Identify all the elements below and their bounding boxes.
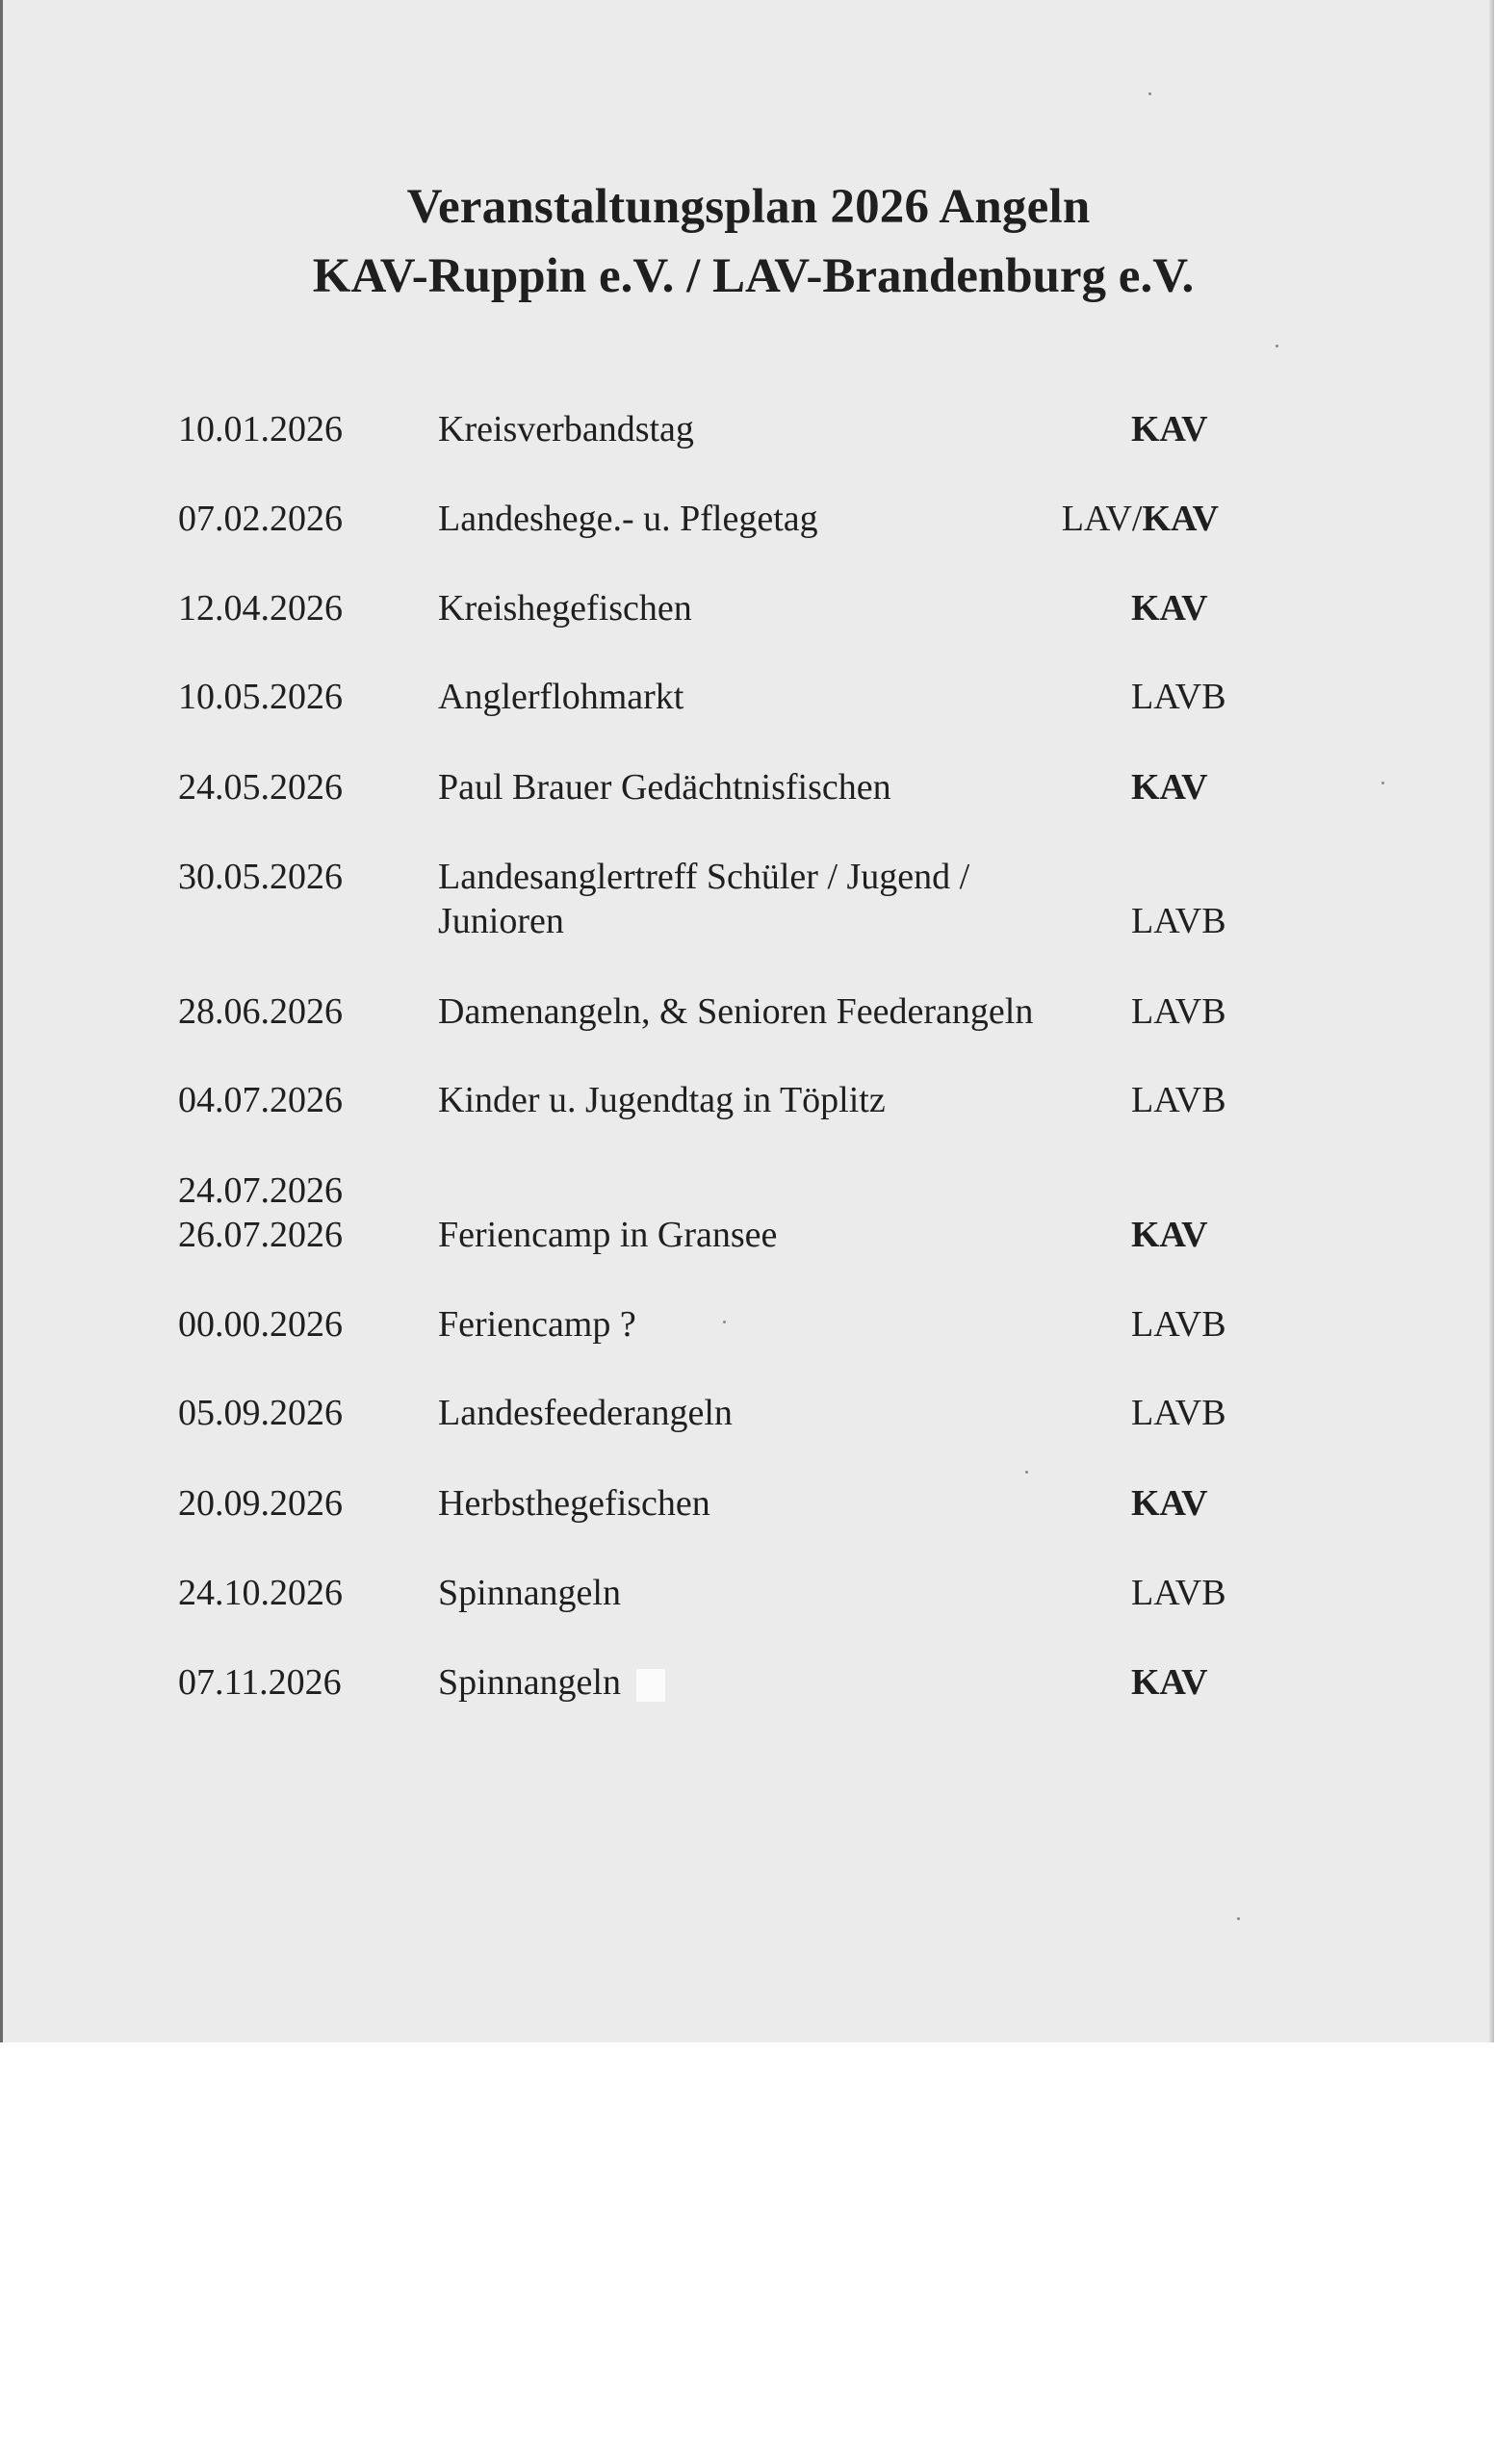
event-name: Damenangeln, & Senioren Feederangeln: [438, 991, 1034, 1032]
event-name: Feriencamp ?: [438, 1304, 636, 1345]
event-name: Anglerflohmarkt: [438, 677, 684, 717]
scan-speck: [723, 1321, 726, 1323]
event-date: 12.04.2026: [178, 588, 343, 629]
scan-speck: [1025, 1471, 1028, 1474]
event-row: [3, 765, 1494, 842]
event-organizer: KAV: [1131, 767, 1208, 808]
event-organizer: LAVB: [1131, 991, 1226, 1032]
event-organizer: LAVB: [1131, 677, 1226, 717]
event-date: 00.00.2026: [178, 1304, 343, 1345]
event-row: [3, 1571, 1494, 1648]
event-row: [3, 1078, 1494, 1155]
event-date: 07.11.2026: [178, 1662, 342, 1703]
event-name: Landesanglertreff Schüler / Jugend / Junioren: [438, 857, 970, 941]
organizer-main: KAV: [1142, 499, 1219, 539]
redaction-mark: [636, 1669, 665, 1702]
event-organizer: LAVB: [1131, 1304, 1226, 1345]
event-name: Spinnangeln: [438, 1573, 621, 1613]
event-name: Kreisverbandstag: [438, 409, 694, 449]
event-name: Landesfeederangeln: [438, 1393, 733, 1433]
event-date: 30.05.2026: [178, 857, 343, 897]
event-name: Feriencamp in Gransee: [438, 1215, 778, 1255]
event-organizer: LAVB: [1131, 1573, 1226, 1613]
event-organizer: LAVB: [1131, 1393, 1226, 1433]
event-organizer: KAV: [1131, 588, 1208, 629]
event-row: [3, 1660, 1494, 1737]
scan-speck: [1237, 1917, 1240, 1920]
event-date: 24.07.2026: [178, 1170, 343, 1211]
subtitle-kav: KAV-Ruppin e.V.: [312, 249, 675, 303]
event-name: Kinder u. Jugendtag in Töplitz: [438, 1080, 886, 1120]
page-subtitle: [13, 249, 1494, 303]
event-row: [3, 407, 1494, 484]
page-title: Veranstaltungsplan 2026 Angeln: [406, 180, 1091, 234]
event-name: Landeshege.- u. Pflegetag: [438, 499, 818, 539]
event-organizer: KAV: [1131, 409, 1208, 449]
event-name: [438, 1660, 1093, 1705]
event-name-text: Spinnangeln: [438, 1662, 621, 1703]
event-date: 04.07.2026: [178, 1080, 343, 1120]
scan-speck: [1276, 345, 1278, 347]
event-row: [3, 1481, 1494, 1558]
event-row: [3, 1391, 1494, 1468]
event-row: [3, 989, 1494, 1066]
event-date: 07.02.2026: [178, 499, 343, 539]
event-organizer: [1062, 497, 1219, 541]
event-row: [3, 1168, 1494, 1265]
event-row: [3, 855, 1494, 961]
event-date: 10.01.2026: [178, 409, 343, 449]
event-organizer: KAV: [1131, 1215, 1208, 1255]
event-organizer: LAVB: [1131, 901, 1226, 941]
scan-speck: [1148, 92, 1151, 95]
event-row: [3, 675, 1494, 752]
event-row: [3, 1302, 1494, 1379]
event-name: Kreishegefischen: [438, 588, 692, 629]
event-date-end: 26.07.2026: [178, 1215, 343, 1255]
event-date: 05.09.2026: [178, 1393, 343, 1433]
scan-speck: [1381, 782, 1384, 784]
event-organizer: KAV: [1131, 1662, 1208, 1703]
event-date: 24.05.2026: [178, 767, 343, 808]
event-name: Paul Brauer Gedächtnisfischen: [438, 767, 891, 808]
event-row: [3, 586, 1494, 663]
organizer-prefix: LAV/: [1061, 499, 1143, 539]
event-organizer: LAVB: [1131, 1080, 1226, 1120]
event-row: [3, 497, 1494, 574]
event-date: 10.05.2026: [178, 677, 343, 717]
event-name: Herbsthegefischen: [438, 1483, 710, 1524]
event-organizer: KAV: [1131, 1483, 1208, 1524]
event-date: 24.10.2026: [178, 1573, 343, 1613]
subtitle-lav: / LAV-Brandenburg e.V.: [674, 249, 1195, 303]
event-date: 28.06.2026: [178, 991, 343, 1032]
event-date: 20.09.2026: [178, 1483, 343, 1524]
